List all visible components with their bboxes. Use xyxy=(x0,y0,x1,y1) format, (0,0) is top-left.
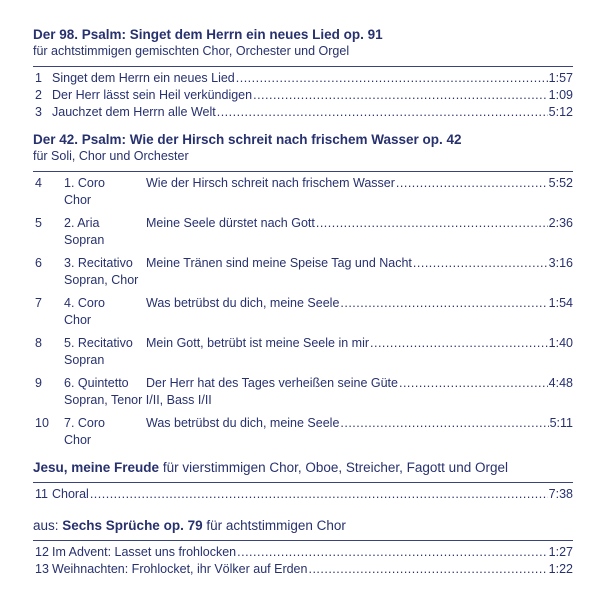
movement-label: 4. Coro xyxy=(64,296,105,310)
track-duration: 7:38 xyxy=(548,487,573,501)
track-title: Wie der Hirsch schreit nach frischem Wasser xyxy=(146,176,395,190)
track-row xyxy=(33,70,573,87)
dot-leader xyxy=(253,87,548,104)
track-duration: 1:22 xyxy=(548,562,573,576)
dot-leader xyxy=(90,486,548,503)
track-row xyxy=(33,215,573,255)
track-title: Choral xyxy=(52,487,89,501)
track-row xyxy=(33,375,573,415)
track-duration: 3:16 xyxy=(548,256,573,270)
track-title: Der Herr lässt sein Heil verkündigen xyxy=(52,88,253,102)
track-number: 5 xyxy=(35,216,42,230)
voice-label: Chor xyxy=(64,433,92,447)
track-number: 1 xyxy=(35,71,42,85)
track-duration: 1:57 xyxy=(548,71,573,85)
dot-leader xyxy=(370,335,548,352)
track-number: 11 xyxy=(35,487,48,501)
track-duration: 1:27 xyxy=(548,545,573,559)
track-number: 8 xyxy=(35,336,42,350)
track-row xyxy=(33,486,573,503)
section-title xyxy=(33,517,573,534)
track-number: 13 xyxy=(35,562,49,576)
work-title: Sechs Sprüche op. 79 xyxy=(62,518,203,533)
divider xyxy=(33,66,573,67)
track-title: Singet dem Herrn ein neues Lied xyxy=(52,71,235,85)
section-psalm-98 xyxy=(33,26,573,121)
dot-leader xyxy=(340,295,547,312)
track-number: 10 xyxy=(35,416,49,430)
work-scoring: für vierstimmigen Chor, Oboe, Streicher, Fagott und Orgel xyxy=(159,460,508,475)
track-number: 9 xyxy=(35,376,42,390)
section-title: Der 98. Psalm: Singet dem Herrn ein neues Lied op. 91 xyxy=(33,27,383,42)
track-duration: 5:12 xyxy=(548,105,573,119)
track-row xyxy=(33,295,573,335)
track-number: 12 xyxy=(35,545,49,559)
section-jesu-meine-freude xyxy=(33,459,573,503)
dot-leader xyxy=(217,104,548,121)
section-title xyxy=(33,459,573,476)
movement-label: 5. Recitativo xyxy=(64,336,133,350)
divider xyxy=(33,482,573,483)
track-row xyxy=(33,104,573,121)
dot-leader xyxy=(237,544,548,561)
track-duration: 1:40 xyxy=(548,336,573,350)
dot-leader xyxy=(236,70,548,87)
track-title: Meine Tränen sind meine Speise Tag und Nacht xyxy=(146,256,412,270)
track-duration: 2:36 xyxy=(548,216,573,230)
track-title: Der Herr hat des Tages verheißen seine Güte xyxy=(146,376,398,390)
track-row xyxy=(33,561,573,578)
voice-label: Sopran, Tenor I/II, Bass I/II xyxy=(64,393,212,407)
track-row xyxy=(33,335,573,375)
track-duration: 5:52 xyxy=(548,176,573,190)
divider xyxy=(33,540,573,541)
voice-label: Chor xyxy=(64,313,92,327)
track-duration: 1:54 xyxy=(548,296,573,310)
track-row xyxy=(33,175,573,215)
movement-label: 7. Coro xyxy=(64,416,105,430)
track-number: 2 xyxy=(35,88,42,102)
voice-label: Chor xyxy=(64,193,92,207)
work-title: Jesu, meine Freude xyxy=(33,460,160,475)
track-row xyxy=(33,255,573,295)
track-row xyxy=(33,544,573,561)
dot-leader xyxy=(399,375,548,392)
track-row xyxy=(33,415,573,455)
voice-label: Sopran, Chor xyxy=(64,273,139,287)
dot-leader xyxy=(308,561,547,578)
track-duration: 4:48 xyxy=(548,376,573,390)
track-title: Meine Seele dürstet nach Gott xyxy=(146,216,315,230)
track-title: Jauchzet dem Herrn alle Welt xyxy=(52,105,216,119)
track-number: 4 xyxy=(35,176,42,190)
track-number: 3 xyxy=(35,105,42,119)
dot-leader xyxy=(340,415,548,432)
section-subtitle: für achtstimmigen gemischten Chor, Orchester und Orgel xyxy=(33,44,350,58)
track-title: Was betrübst du dich, meine Seele xyxy=(146,296,340,310)
section-sechs-sprueche xyxy=(33,517,573,578)
movement-label: 1. Coro xyxy=(64,176,105,190)
track-title: Weihnachten: Frohlocket, ihr Völker auf Erden xyxy=(52,562,308,576)
voice-label: Sopran xyxy=(64,233,105,247)
track-row xyxy=(33,87,573,104)
track-number: 6 xyxy=(35,256,42,270)
track-title: Im Advent: Lasset uns frohlocken xyxy=(52,545,237,559)
movement-label: 2. Aria xyxy=(64,216,100,230)
title-prefix: aus: xyxy=(33,518,63,533)
track-number: 7 xyxy=(35,296,42,310)
dot-leader xyxy=(316,215,548,232)
section-psalm-42 xyxy=(33,131,573,455)
dot-leader xyxy=(396,175,548,192)
dot-leader xyxy=(413,255,548,272)
track-duration: 5:11 xyxy=(549,416,573,430)
movement-label: 3. Recitativo xyxy=(64,256,133,270)
section-title: Der 42. Psalm: Wie der Hirsch schreit nach frischem Wasser op. 42 xyxy=(33,132,462,147)
work-scoring: für achtstimmigen Chor xyxy=(202,518,346,533)
section-subtitle: für Soli, Chor und Orchester xyxy=(33,149,189,163)
voice-label: Sopran xyxy=(64,353,105,367)
track-title: Was betrübst du dich, meine Seele xyxy=(146,416,340,430)
movement-label: 6. Quintetto xyxy=(64,376,129,390)
track-title: Mein Gott, betrübt ist meine Seele in mir xyxy=(146,336,370,350)
track-duration: 1:09 xyxy=(548,88,573,102)
divider xyxy=(33,171,573,172)
